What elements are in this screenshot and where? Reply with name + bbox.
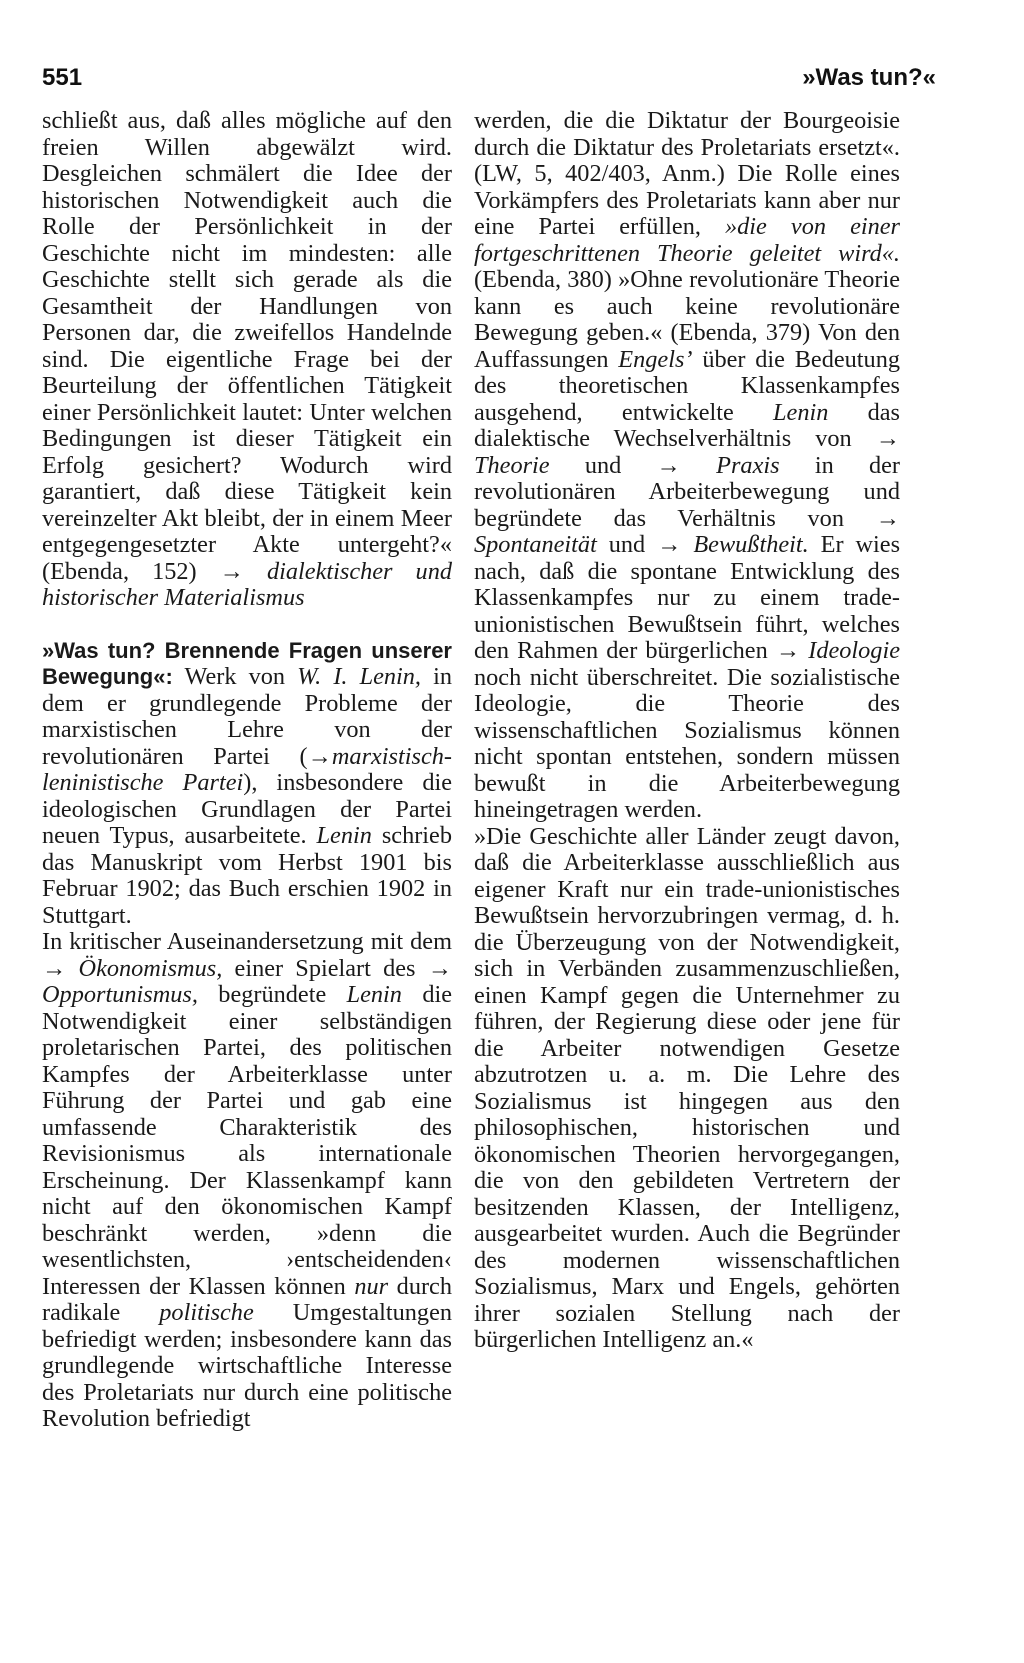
cross-reference-link[interactable]: Ökonomismus, (78, 954, 223, 982)
entry-paragraph: »Was tun? Brennende Fragen unserer Bewegung«: Werk von W. I. Lenin, in dem er grundlegende Probleme der marxistischen Lehre von der revolutionären Partei (→marxistisch-leninistische Partei), insbesondere die ideologischen Grundlagen der Partei neuen Typus, ausarbeitete. Lenin schrieb das Manuskript vom Herbst 1901 bis Februar 1902; das Buch erschien 1902 in Stuttgart. (42, 637, 453, 929)
author-name: Lenin (773, 398, 829, 426)
body-paragraph: werden, die die Diktatur der Bourgeoisie durch die Diktatur des Proletariats ersetzt«. (LW, 5, 402/403, Anm.) Die Rolle eines Vorkämpfers des Proletariats kann aber nur eine Partei erfüllen, »die von einer fortgeschrittenen Theorie geleitet wird«. (Ebenda, 380) »Ohne revolutionäre Theorie kann es auch keine revolutionäre Bewegung geben.« (Ebenda, 379) Von den Auffassungen Engels’ über die Bedeutung des theoretischen Klassenkampfes ausgehend, entwickelte Lenin das dialektische Wechselverhältnis von → Theorie und → Praxis in der revolutionären Arbeiterbewegung und begründete das Verhältnis von → Spontaneität und → Bewußtheit. Er wies nach, daß die spontane Entwicklung des Klassenkampfes nur zu einem trade-unionistischen Bewußtsein führt, welches den Rahmen der bürgerlichen → Ideologie noch nicht überschreitet. Die sozialistische Ideologie, die Theorie des wissenschaftlichen Sozialismus können nicht spontan entstehen, sondern müssen bewußt in die Arbeiterbewegung hineingetragen werden. (474, 107, 901, 823)
author-name: W. I. Lenin, (297, 663, 422, 690)
cross-reference-link[interactable]: Praxis (716, 451, 780, 479)
body-paragraph: In kritischer Auseinandersetzung mit dem → Ökonomismus, einer Spielart des → Opportunismus, begründete Lenin die Notwendigkeit einer selbständigen proletarischen Partei, des politischen Kampfes der Arbeiterklasse unter Führung der Partei und gab eine umfassende Charakteristik des Revisionismus als internationale Erscheinung. Der Klassenkampf kann nicht auf den ökonomischen Kampf beschränkt werden, »denn die wesentlichsten, ›entscheidenden‹ Interessen der Klassen können nur durch radikale politische Umgestaltungen befriedigt werden; insbesondere kann das grundlegende wirtschaftliche Interesse des Proletariats nur durch eine politische Revolution befriedigt (42, 928, 453, 1432)
cross-reference-link[interactable]: marxistisch-leninistische Partei (42, 742, 452, 796)
author-name: Lenin (316, 822, 372, 849)
page-number: 551 (42, 64, 83, 91)
running-title: »Was tun?« (802, 64, 936, 91)
cross-reference-link[interactable]: Opportunismus, (42, 981, 198, 1008)
author-name: Engels’ (618, 345, 693, 373)
emphasis: »die von einer fortgeschrittenen Theorie geleitet wird«. (474, 213, 900, 267)
quote-paragraph: »Die Geschichte aller Länder zeugt davon, daß die Arbeiterklasse ausschließlich aus eigener Kraft nur ein trade-unionistisches Bewußtsein hervorzubringen vermag, d. h. die Überzeugung von der Notwendigkeit, sich in Verbänden zusammenzuschließen, einen Kampf gegen die Unternehmer zu führen, der Regierung diese oder jene für die Arbeiter notwendigen Gesetze abzutrotzen u. a. m. Die Lehre des Sozialismus ist hingegen aus den philosophischen, historischen und ökonomischen Theorien hervorgegangen, die von den gebildeten Vertretern der besitzenden Klassen, der Intelligenz, ausgearbeitet wurden. Auch die Begründer des modernen wissenschaftlichen Sozialismus, Marx und Engels, gehörten ihrer sozialen Stellung nach der bürgerlichen Intelligenz an.« (474, 822, 900, 1353)
cross-reference-link[interactable]: dialektischer und historischer Materialismus (42, 557, 452, 611)
entry-gap (42, 612, 452, 638)
right-column (474, 108, 900, 1354)
cross-reference-link[interactable]: Theorie (474, 451, 550, 479)
left-column (42, 108, 452, 1433)
author-name: Lenin (346, 981, 402, 1008)
emphasis: nur (354, 1272, 389, 1300)
cross-reference-link[interactable]: Ideologie (808, 637, 900, 664)
cross-reference-link[interactable]: Spontaneität (474, 531, 597, 558)
cross-reference-link[interactable]: Bewußtheit. (693, 531, 809, 558)
emphasis: politische (159, 1299, 254, 1326)
paragraph-continuation: schließt aus, daß alles mögliche auf den freien Willen abgewälzt wird. Desgleichen schmälert die Idee der historischen Notwendigkeit auch die Rolle der Persönlichkeit in der Geschichte nicht im mindesten: alle Geschichte stellt sich gerade als die Gesamtheit der Handlungen von Personen dar, die zweifellos Handelnde sind. Die eigentliche Frage bei der Beurteilung der öffentlichen Tätigkeit einer Persönlichkeit lautet: Unter welchen Bedingungen ist dieser Tätigkeit ein Erfolg gesichert? Wodurch wird garantiert, daß diese Tätigkeit kein vereinzelter Akt bleibt, der in einem Meer entgegengesetzter Akte untergeht?« (Ebenda, 152) → dialektischer und historischer Materialismus (42, 107, 452, 611)
entry-title: »Was tun? Brennende Fragen unserer Bewegung«: (42, 637, 452, 689)
